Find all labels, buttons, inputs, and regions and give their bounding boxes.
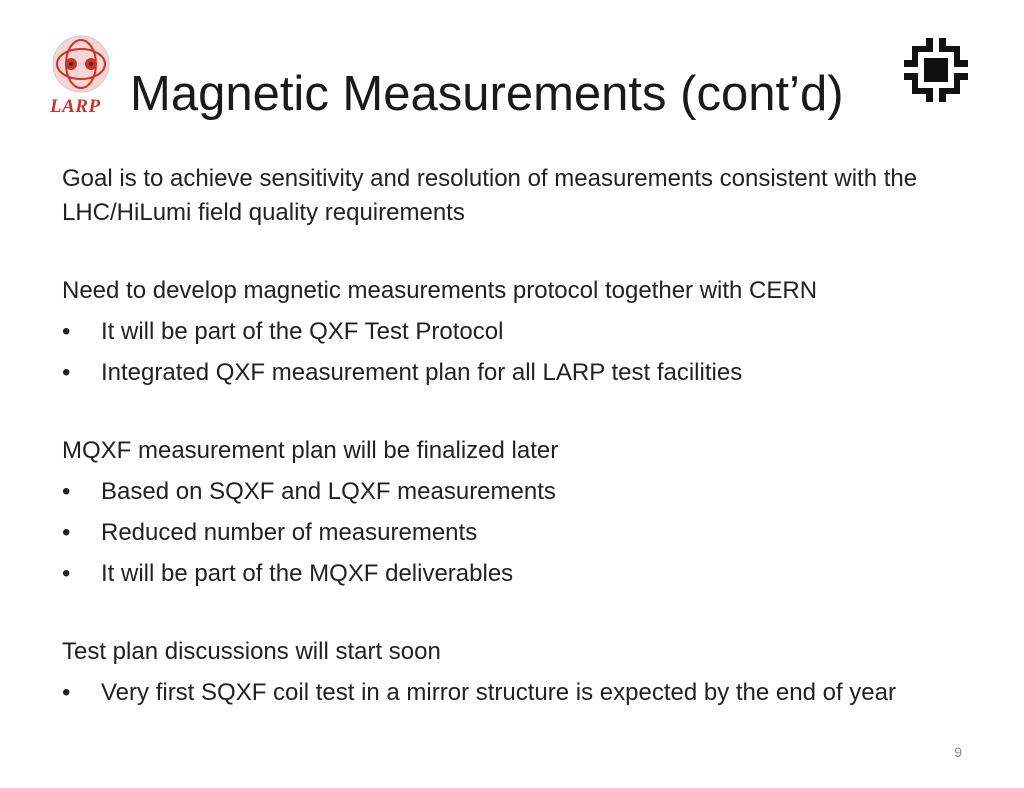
page-number: 9 [954,744,962,760]
bullet-text: Reduced number of measurements [101,519,478,546]
bullet-text: It will be part of the MQXF deliverables [101,560,514,587]
bullet-item [62,475,982,509]
section-testplan-lead: Test plan discussions will start soon [62,638,441,665]
bullet-icon: • [62,519,71,546]
bullet-item [62,356,982,390]
bullet-text: Integrated QXF measurement plan for all LARP test facilities [101,359,743,386]
bullet-item [62,557,982,591]
bullet-icon: • [62,560,71,587]
bullet-item [62,516,982,550]
section-goal-lead: Goal is to achieve sensitivity and resolution of measurements consistent with the LHC/HiLumi field quality requirements [62,165,918,226]
slide-body [62,162,982,710]
bullet-icon: • [62,318,71,345]
section-mqxf-lead: MQXF measurement plan will be finalized later [62,437,559,464]
fermilab-logo [904,38,968,102]
bullet-text: Based on SQXF and LQXF measurements [101,478,556,505]
bullet-icon: • [62,679,71,706]
bullet-icon: • [62,359,71,386]
bullet-text: It will be part of the QXF Test Protocol [101,318,504,345]
larp-logo-text: LARP [50,96,101,117]
bullet-item [62,676,982,710]
bullet-item [62,315,982,349]
bullet-text: Very first SQXF coil test in a mirror structure is expected by the end of year [101,679,896,706]
slide-title: Magnetic Measurements (cont’d) [130,67,844,121]
section-protocol-lead: Need to develop magnetic measurements protocol together with CERN [62,277,818,304]
bullet-icon: • [62,478,71,505]
